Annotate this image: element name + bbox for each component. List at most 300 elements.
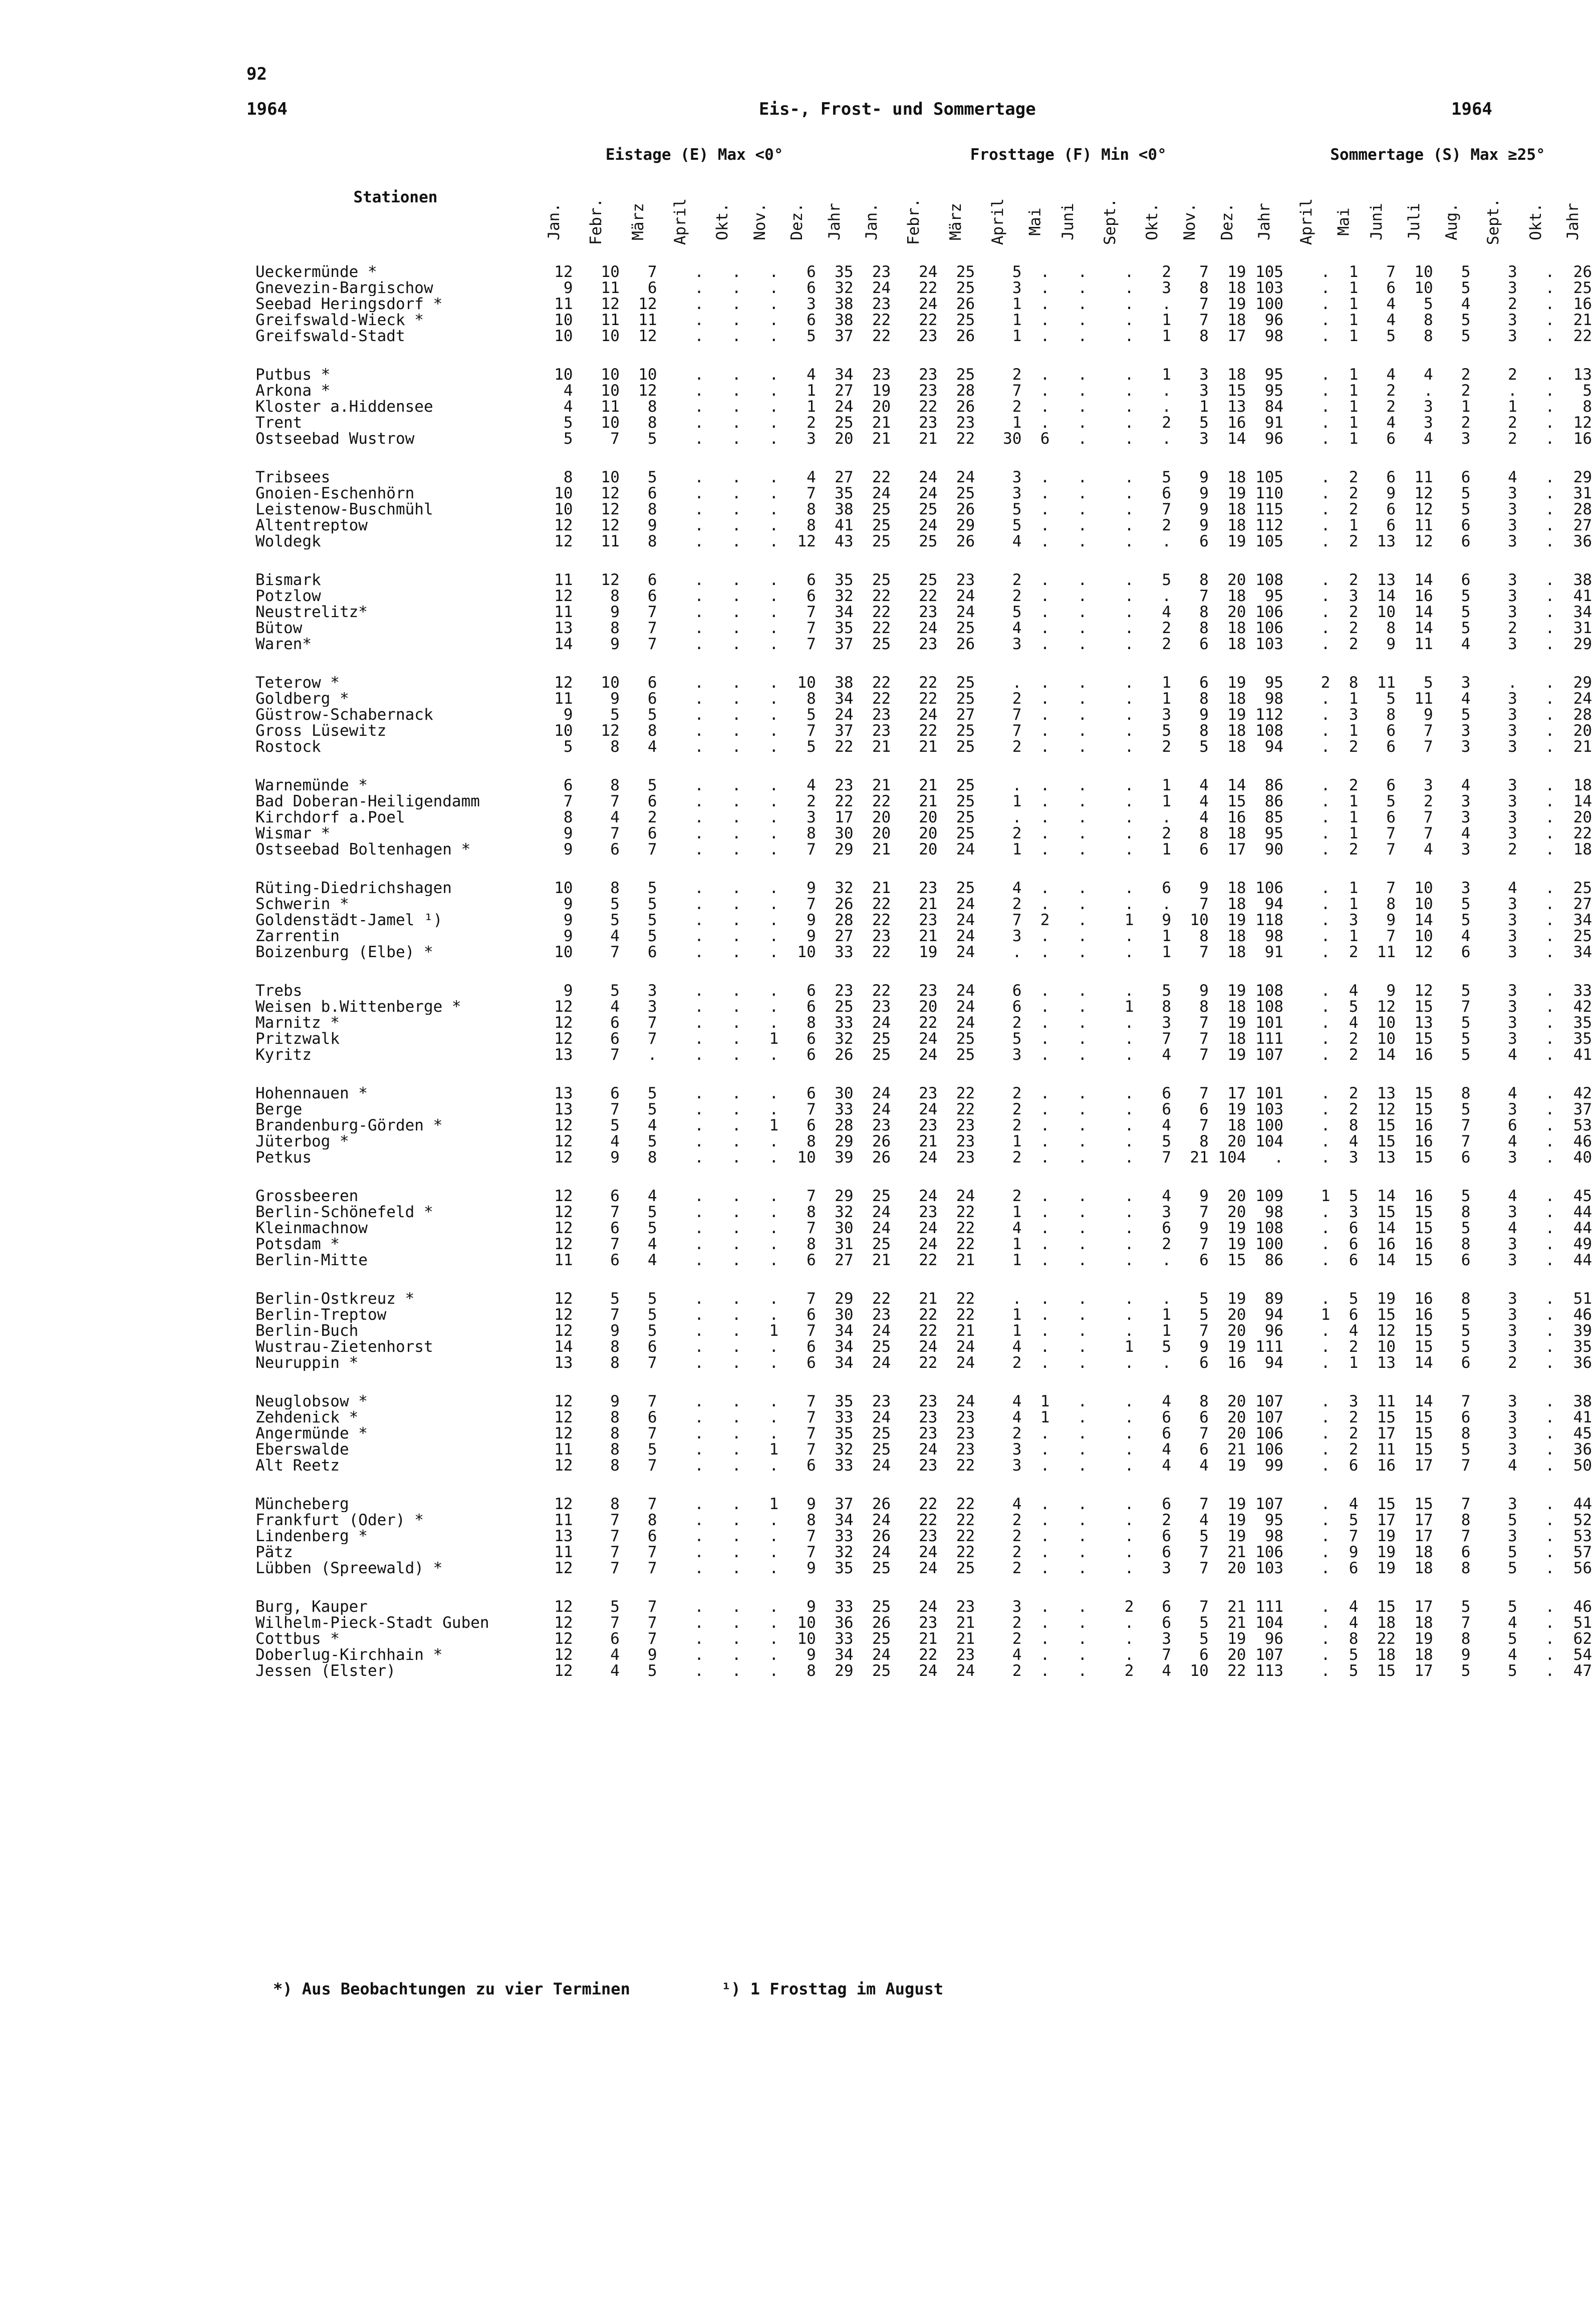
cell-value: 12 (1573, 415, 1592, 431)
cell-value: 25 (956, 367, 975, 383)
cell-value: 2 (1162, 620, 1172, 636)
cell-value: 19 (1227, 675, 1246, 691)
cell-value: 16 (1573, 431, 1592, 447)
cell-value: . (1078, 1544, 1088, 1560)
cell-value: 96 (1264, 1323, 1284, 1339)
cell-value: 12 (554, 999, 573, 1015)
cell-value: . (1320, 912, 1331, 928)
cell-value: . (1040, 1149, 1050, 1166)
cell-value: 22 (956, 1544, 975, 1560)
cell-value: . (1124, 1047, 1134, 1063)
table-row (255, 501, 1592, 517)
cell-value: 22 (956, 1458, 975, 1474)
cell-value: 24 (956, 983, 975, 999)
cell-value: . (1545, 880, 1555, 896)
cell-value: 1 (1162, 328, 1172, 344)
cell-value: 5 (647, 880, 657, 896)
cell-value: . (1078, 707, 1088, 723)
cell-value: 25 (872, 636, 891, 652)
cell-value: 1 (1349, 825, 1359, 841)
cell-value: 5 (1461, 264, 1471, 280)
cell-value: 21 (872, 1252, 891, 1268)
cell-value: 25 (872, 1560, 891, 1576)
cell-value: 40 (1573, 1149, 1592, 1166)
cell-value: 12 (554, 1458, 573, 1474)
cell-value: . (731, 264, 741, 280)
cell-value: 22 (919, 399, 938, 415)
cell-value: 25 (872, 1441, 891, 1458)
cell-value: 96 (1264, 431, 1284, 447)
month-label: Jan. (545, 202, 563, 240)
cell-value: 7 (1461, 1393, 1471, 1409)
cell-value: . (1320, 1528, 1331, 1544)
cell-value: 23 (872, 367, 891, 383)
cell-value: 21 (1573, 739, 1592, 755)
cell-value: 6 (1461, 944, 1471, 960)
cell-value: 3 (1508, 1441, 1517, 1458)
cell-value: . (1078, 1599, 1088, 1615)
cell-value: . (1040, 777, 1050, 793)
cell-value: 1 (807, 383, 816, 399)
cell-value: . (1162, 383, 1172, 399)
cell-value: . (1545, 841, 1555, 857)
cell-value: . (1078, 485, 1088, 501)
cell-value: 18 (1227, 367, 1246, 383)
cell-value: . (731, 999, 741, 1015)
cell-value: . (769, 1149, 779, 1166)
cell-value: 24 (956, 604, 975, 620)
cell-value: 5 (647, 1133, 657, 1149)
cell-value: . (1162, 399, 1172, 415)
cell-value: 20 (919, 999, 938, 1015)
cell-value: 7 (1012, 723, 1022, 739)
month-header-frost (853, 179, 891, 264)
table-row (255, 1188, 1592, 1204)
cell-value: 12 (554, 1204, 573, 1220)
cell-value: 24 (872, 485, 891, 501)
cell-value: . (769, 809, 779, 825)
cell-value: 11 (554, 1512, 573, 1528)
station-name: Putbus * (255, 367, 331, 383)
cell-value: . (694, 1355, 704, 1371)
cell-value: 8 (1199, 604, 1209, 620)
cell-value: 7 (610, 1047, 620, 1063)
cell-value: 12 (554, 1496, 573, 1512)
cell-value: 24 (872, 280, 891, 296)
cell-value: 7 (1162, 1647, 1172, 1663)
cell-value: 21 (919, 928, 938, 944)
cell-value: 1 (769, 1117, 779, 1133)
station-name: Altentreptow (255, 517, 368, 533)
cell-value: 9 (1199, 517, 1209, 533)
cell-value: 86 (1264, 1252, 1284, 1268)
cell-value: 25 (872, 1339, 891, 1355)
cell-value: 25 (956, 691, 975, 707)
cell-value: . (694, 312, 704, 328)
cell-value: . (1078, 912, 1088, 928)
cell-value: . (731, 1133, 741, 1149)
cell-value: 108 (1255, 572, 1284, 588)
cell-value: . (1320, 383, 1331, 399)
cell-value: . (1320, 264, 1331, 280)
cell-value: . (1040, 1117, 1050, 1133)
cell-value: . (694, 1512, 704, 1528)
table-row (255, 620, 1592, 636)
cell-value: 15 (1414, 1425, 1433, 1441)
cell-value: . (1012, 944, 1022, 960)
cell-value: 22 (919, 1496, 938, 1512)
cell-value: 3 (1508, 928, 1517, 944)
station-name: Ostseebad Boltenhagen * (255, 841, 471, 857)
cell-value: . (1078, 1409, 1088, 1425)
cell-value: . (1320, 533, 1331, 549)
cell-value: . (731, 1663, 741, 1679)
cell-value: 20 (919, 841, 938, 857)
cell-value: 19 (1227, 296, 1246, 312)
cell-value: 7 (647, 1425, 657, 1441)
cell-value: 20 (919, 809, 938, 825)
cell-value: 1 (1162, 691, 1172, 707)
cell-value: 13 (1377, 1085, 1396, 1101)
cell-value: 19 (1227, 1236, 1246, 1252)
cell-value: 10 (554, 944, 573, 960)
cell-value: 112 (1255, 707, 1284, 723)
cell-value: 27 (1573, 517, 1592, 533)
cell-value: 19 (1227, 1291, 1246, 1307)
cell-value: 106 (1255, 620, 1284, 636)
cell-value: 4 (1461, 825, 1471, 841)
month-label: März (629, 202, 647, 240)
cell-value: 11 (1377, 1441, 1396, 1458)
cell-value: 2 (1349, 944, 1359, 960)
cell-value: 5 (647, 928, 657, 944)
cell-value: . (1124, 1441, 1134, 1458)
cell-value: 5 (1461, 896, 1471, 912)
cell-value: 10 (797, 1631, 816, 1647)
cell-value: 8 (610, 1339, 620, 1355)
cell-value: 8 (610, 1425, 620, 1441)
cell-value: 22 (1573, 328, 1592, 344)
cell-value: . (1078, 1339, 1088, 1355)
cell-value: 10 (554, 485, 573, 501)
cell-value: 12 (554, 1117, 573, 1133)
cell-value: 13 (1377, 1149, 1396, 1166)
cell-value: 6 (647, 1409, 657, 1425)
cell-value: . (1078, 675, 1088, 691)
cell-value: 23 (919, 1393, 938, 1409)
cell-value: 29 (835, 841, 854, 857)
cell-value: . (1545, 1512, 1555, 1528)
cell-value: . (694, 1149, 704, 1166)
cell-value: . (1124, 1355, 1134, 1371)
cell-value: 2 (1508, 1355, 1517, 1371)
cell-value: . (1124, 1188, 1134, 1204)
cell-value: 2 (1349, 777, 1359, 793)
cell-value: 7 (610, 1204, 620, 1220)
cell-value: . (769, 912, 779, 928)
cell-value: 13 (554, 620, 573, 636)
cell-value: 22 (956, 1204, 975, 1220)
cell-value: 2 (1508, 415, 1517, 431)
cell-value: . (1124, 1220, 1134, 1236)
cell-value: 2 (1124, 1663, 1134, 1679)
cell-value: 4 (1461, 928, 1471, 944)
cell-value: 8 (610, 1496, 620, 1512)
cell-value: . (1040, 1512, 1050, 1528)
cell-value: . (1545, 793, 1555, 809)
cell-value: 3 (1508, 280, 1517, 296)
cell-value: . (1078, 328, 1088, 344)
cell-value: . (1078, 469, 1088, 485)
cell-value: 1 (1012, 1204, 1022, 1220)
cell-value: 5 (1461, 485, 1471, 501)
cell-value: . (1078, 1188, 1088, 1204)
cell-value: . (694, 296, 704, 312)
cell-value: . (1040, 1425, 1050, 1441)
cell-value: 7 (647, 636, 657, 652)
cell-value: 4 (1386, 296, 1396, 312)
cell-value: . (1545, 1101, 1555, 1117)
cell-value: 10 (601, 367, 620, 383)
station-name: Jessen (Elster) (255, 1663, 396, 1679)
cell-value: . (731, 1117, 741, 1133)
cell-value: 46 (1573, 1599, 1592, 1615)
cell-value: 21 (919, 431, 938, 447)
cell-value: . (1040, 928, 1050, 944)
month-header-frost (1171, 179, 1209, 264)
group-spacer (255, 447, 1592, 469)
cell-value: 1 (1461, 399, 1471, 415)
cell-value: 2 (807, 415, 816, 431)
cell-value: 3 (1349, 1204, 1359, 1220)
station-name: Petkus (255, 1149, 312, 1166)
cell-value: . (731, 707, 741, 723)
cell-value: 12 (554, 1220, 573, 1236)
cell-value: 23 (956, 415, 975, 431)
cell-value: 1 (1162, 944, 1172, 960)
cell-value: . (1545, 264, 1555, 280)
cell-value: 24 (872, 1409, 891, 1425)
cell-value: . (1078, 383, 1088, 399)
cell-value: 19 (1377, 1291, 1396, 1307)
cell-value: 3 (1508, 588, 1517, 604)
cell-value: 23 (956, 572, 975, 588)
cell-value: 25 (919, 533, 938, 549)
cell-value: 10 (1190, 1663, 1209, 1679)
cell-value: 7 (647, 1599, 657, 1615)
cell-value: . (694, 1204, 704, 1220)
cell-value: 46 (1573, 1133, 1592, 1149)
cell-value: 7 (1162, 501, 1172, 517)
cell-value: 21 (1227, 1599, 1246, 1615)
cell-value: . (1040, 1647, 1050, 1663)
cell-value: . (769, 383, 779, 399)
cell-value: 8 (610, 1409, 620, 1425)
cell-value: 6 (1386, 777, 1396, 793)
cell-value: 21 (872, 880, 891, 896)
cell-value: 6 (1199, 1355, 1209, 1371)
cell-value: 10 (601, 469, 620, 485)
cell-value: 16 (1414, 588, 1433, 604)
cell-value: . (1320, 928, 1331, 944)
cell-value: 103 (1255, 1560, 1284, 1576)
cell-value: 21 (1227, 1441, 1246, 1458)
cell-value: 7 (1424, 825, 1433, 841)
cell-value: 7 (1199, 588, 1209, 604)
cell-value: 49 (1573, 1236, 1592, 1252)
cell-value: 18 (1227, 999, 1246, 1015)
cell-value: 4 (563, 399, 573, 415)
cell-value: 14 (1414, 1393, 1433, 1409)
cell-value: . (694, 1133, 704, 1149)
cell-value: 8 (610, 880, 620, 896)
cell-value: 5 (1461, 1441, 1471, 1458)
cell-value: . (1124, 636, 1134, 652)
cell-value: 12 (638, 383, 657, 399)
cell-value: . (769, 367, 779, 383)
cell-value: 25 (872, 1631, 891, 1647)
cell-value: . (1078, 777, 1088, 793)
cell-value: 36 (1573, 1355, 1592, 1371)
cell-value: 21 (919, 793, 938, 809)
cell-value: 8 (610, 1441, 620, 1458)
cell-value: . (1545, 1149, 1555, 1166)
cell-value: 25 (872, 517, 891, 533)
cell-value: 12 (554, 1599, 573, 1615)
cell-value: . (1545, 1085, 1555, 1101)
cell-value: 6 (807, 264, 816, 280)
cell-value: . (731, 485, 741, 501)
cell-value: 19 (1227, 1220, 1246, 1236)
cell-value: . (1320, 1133, 1331, 1149)
cell-value: 5 (1199, 1631, 1209, 1647)
cell-value: 32 (835, 1544, 854, 1560)
table-row (255, 983, 1592, 999)
cell-value: . (1320, 1544, 1331, 1560)
table-row (255, 1149, 1592, 1166)
cell-value: . (731, 1031, 741, 1047)
station-name: Woldegk (255, 533, 321, 549)
cell-value: 11 (554, 1441, 573, 1458)
cell-value: 6 (1386, 809, 1396, 825)
cell-value: 26 (872, 1149, 891, 1166)
cell-value: 24 (872, 1323, 891, 1339)
cell-value: 25 (835, 415, 854, 431)
cell-value: 13 (1377, 572, 1396, 588)
cell-value: 2 (1012, 1663, 1022, 1679)
cell-value: . (1320, 367, 1331, 383)
month-label: April (671, 198, 689, 245)
cell-value: 25 (872, 572, 891, 588)
cell-value: . (1545, 1631, 1555, 1647)
cell-value: 5 (647, 431, 657, 447)
cell-value: . (1320, 517, 1331, 533)
cell-value: 6 (647, 793, 657, 809)
cell-value: . (1545, 1544, 1555, 1560)
cell-value: . (1320, 1291, 1331, 1307)
cell-value: . (1320, 1663, 1331, 1679)
cell-value: . (1320, 983, 1331, 999)
cell-value: 4 (1508, 1047, 1517, 1063)
cell-value: . (694, 983, 704, 999)
station-name: Waren* (255, 636, 312, 652)
cell-value: 22 (919, 280, 938, 296)
cell-value: . (769, 296, 779, 312)
cell-value: 35 (835, 1425, 854, 1441)
cell-value: 7 (610, 944, 620, 960)
cell-value: 57 (1573, 1544, 1592, 1560)
cell-value: . (1040, 604, 1050, 620)
cell-value: . (731, 1307, 741, 1323)
cell-value: . (731, 1441, 741, 1458)
cell-value: 7 (1199, 1085, 1209, 1101)
station-name: Berlin-Buch (255, 1323, 359, 1339)
cell-value: . (1040, 825, 1050, 841)
cell-value: 6 (1386, 517, 1396, 533)
cell-value: . (1545, 1647, 1555, 1663)
table-row (255, 533, 1592, 549)
cell-value: 7 (807, 636, 816, 652)
cell-value: 7 (647, 1560, 657, 1576)
cell-value: . (731, 415, 741, 431)
cell-value: 1 (1040, 1409, 1050, 1425)
cell-value: 111 (1255, 1339, 1284, 1355)
cell-value: 1 (1162, 1323, 1172, 1339)
cell-value: 95 (1264, 367, 1284, 383)
cell-value: . (694, 1615, 704, 1631)
station-name: Gnevezin-Bargischow (255, 280, 433, 296)
cell-value: . (694, 880, 704, 896)
cell-value: 1 (1349, 383, 1359, 399)
cell-value: . (1545, 501, 1555, 517)
cell-value: . (769, 1663, 779, 1679)
month-header-eis (741, 179, 779, 264)
cell-value: 34 (835, 691, 854, 707)
table-row (255, 1528, 1592, 1544)
cell-value: 5 (610, 707, 620, 723)
table-row (255, 367, 1592, 383)
cell-value: 8 (1461, 1425, 1471, 1441)
cell-value: 9 (807, 1560, 816, 1576)
cell-value: 25 (956, 675, 975, 691)
cell-value: . (1320, 1101, 1331, 1117)
cell-value: 23 (919, 1615, 938, 1631)
table-row (255, 723, 1592, 739)
cell-value: . (1012, 809, 1022, 825)
cell-value: 16 (1414, 1307, 1433, 1323)
cell-value: . (731, 280, 741, 296)
cell-value: 6 (1461, 1544, 1471, 1560)
cell-value: 2 (1386, 399, 1396, 415)
table-row (255, 485, 1592, 501)
month-header-sommer (1517, 179, 1555, 264)
cell-value: 5 (1461, 983, 1471, 999)
cell-value: . (1320, 485, 1331, 501)
cell-value: 22 (872, 896, 891, 912)
cell-value: 6 (1461, 1149, 1471, 1166)
cell-value: . (1124, 825, 1134, 841)
cell-value: . (694, 691, 704, 707)
table-row (255, 1647, 1592, 1663)
cell-value: 3 (647, 999, 657, 1015)
cell-value: 12 (601, 517, 620, 533)
cell-value: . (694, 328, 704, 344)
month-label: Mai (1335, 207, 1353, 235)
cell-value: . (769, 1355, 779, 1371)
cell-value: 10 (601, 328, 620, 344)
cell-value: . (769, 739, 779, 755)
cell-value: 20 (1227, 1409, 1246, 1425)
